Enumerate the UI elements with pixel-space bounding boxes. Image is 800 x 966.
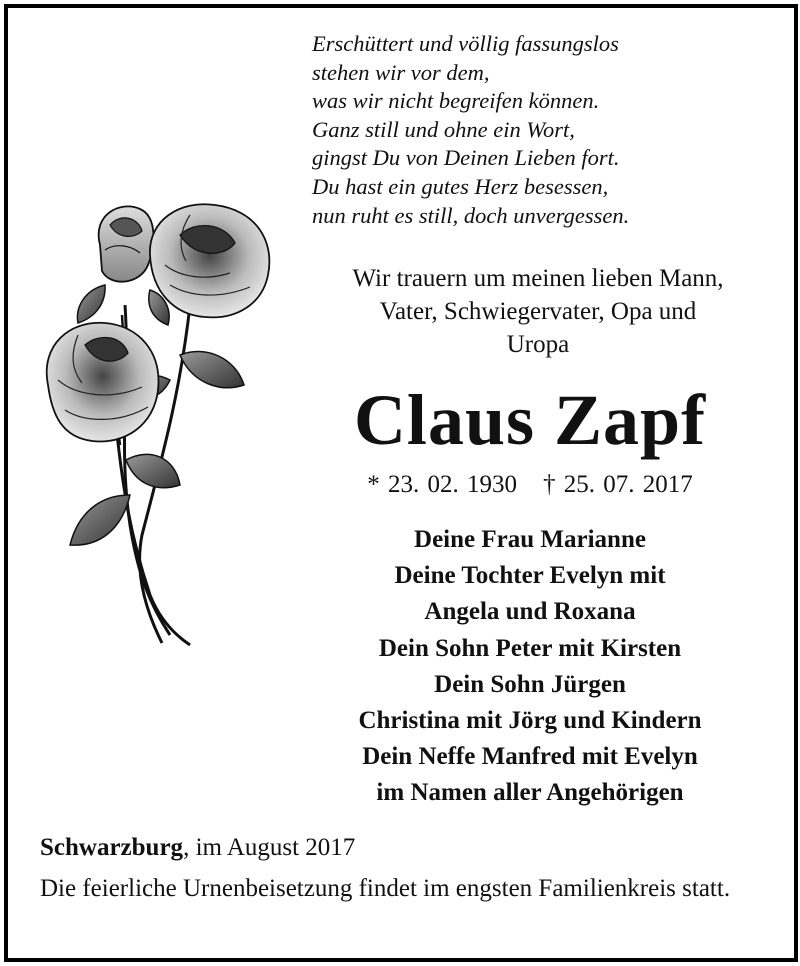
family-line: Christina mit Jörg und Kindern	[358, 707, 702, 735]
family-line: Dein Sohn Jürgen	[434, 670, 626, 698]
poem-line: nun ruht es still, doch unvergessen.	[312, 202, 630, 228]
life-dates	[290, 470, 770, 500]
mourning-statement	[298, 262, 778, 361]
family-line: Deine Frau Marianne	[414, 526, 646, 553]
poem-line: stehen wir vor dem,	[312, 59, 490, 85]
family-line: im Namen aller Angehörigen	[376, 779, 684, 807]
poem-line: was wir nicht begreifen können.	[312, 88, 600, 114]
mourning-line: Uropa	[506, 331, 570, 358]
poem	[312, 30, 629, 230]
family-line: Dein Neffe Manfred mit Evelyn	[362, 743, 698, 771]
deceased-name: Claus Zapf	[353, 380, 707, 460]
family-line: Dein Sohn Peter mit Kirsten	[378, 634, 682, 662]
mourning-line: Vater, Schwiegervater, Opa und	[379, 298, 697, 325]
place-and-date	[40, 832, 355, 864]
family-signatures	[290, 522, 770, 812]
poem-line: gingst Du von Deinen Lieben fort.	[312, 145, 620, 171]
poem-line: Ganz still und ohne ein Wort,	[312, 116, 575, 142]
family-line: Deine Tochter Evelyn mit	[394, 562, 666, 590]
poem-line: Du hast ein gutes Herz besessen,	[312, 173, 609, 199]
birth-date: * 23. 02. 1930	[367, 471, 517, 498]
poem-line: Erschüttert und völlig fassungslos	[312, 31, 619, 56]
town-name: Schwarzburg	[40, 834, 184, 861]
month-year: , im August 2017	[183, 834, 356, 861]
death-date: † 25. 07. 2017	[543, 471, 693, 498]
roses-illustration-icon	[30, 195, 290, 655]
family-line: Angela und Roxana	[424, 598, 636, 626]
burial-notice: Die feierliche Urnenbeisetzung findet im engsten Familienkreis statt.	[40, 875, 731, 902]
mourning-line: Wir trauern um meinen lieben Mann,	[352, 265, 724, 292]
